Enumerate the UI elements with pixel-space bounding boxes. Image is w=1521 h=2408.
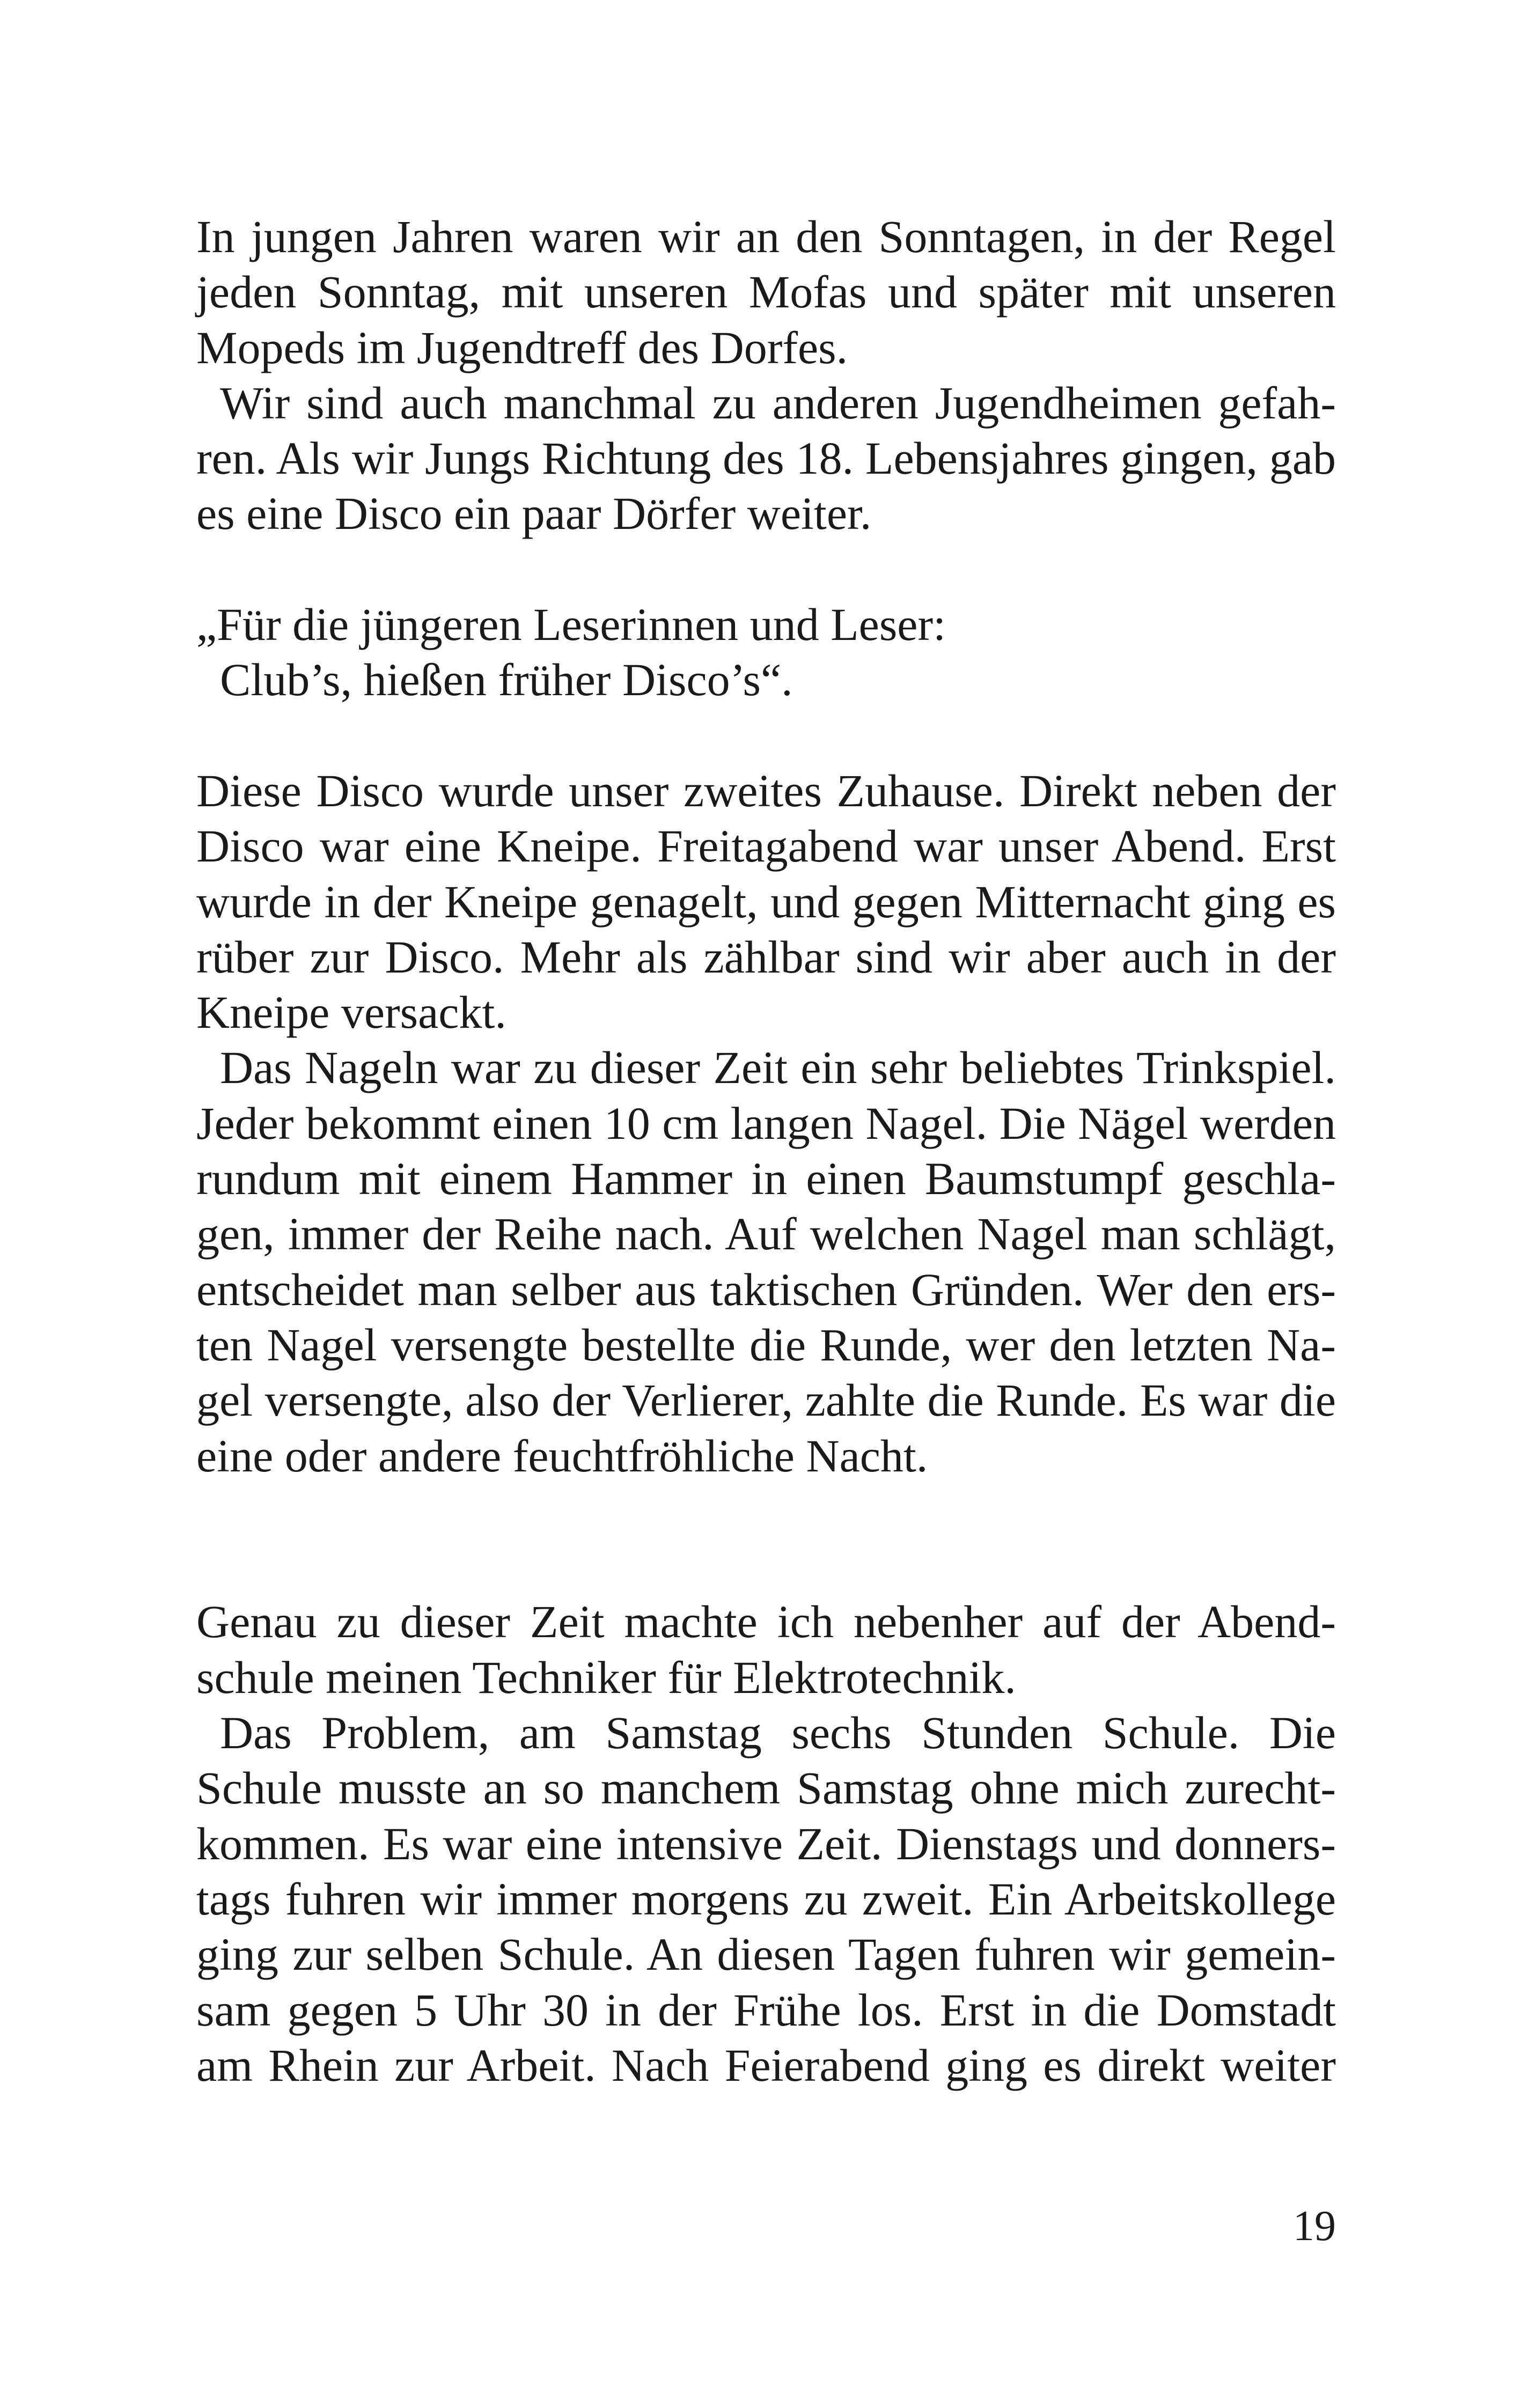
text-line: gen, immer der Reihe nach. Auf welchen Nagel man schlägt, bbox=[196, 1208, 1336, 1260]
text-line: am Rhein zur Arbeit. Nach Feierabend ging es direkt weiter bbox=[196, 2039, 1336, 2091]
text-line: Club’s, hießen früher Disco’s“. bbox=[220, 654, 793, 706]
text-line: gel versengte, also der Verlierer, zahlte die Runde. Es war die bbox=[196, 1374, 1336, 1426]
text-line: tags fuhren wir immer morgens zu zweit. Ein Arbeitskollege bbox=[196, 1873, 1336, 1925]
text-line: Diese Disco wurde unser zweites Zuhause. Direkt neben der bbox=[196, 764, 1336, 816]
text-line: Das Problem, am Samstag sechs Stunden Schule. Die bbox=[220, 1707, 1336, 1759]
text-line: „Für die jüngeren Leserinnen und Leser: bbox=[196, 599, 946, 651]
text-line: es eine Disco ein paar Dörfer weiter. bbox=[196, 488, 872, 540]
text-line: sam gegen 5 Uhr 30 in der Frühe los. Erst in die Domstadt bbox=[196, 1984, 1336, 2036]
text-line: wurde in der Kneipe genagelt, und gegen Mitternacht ging es bbox=[196, 875, 1336, 927]
text-line: eine oder andere feuchtfröhliche Nacht. bbox=[196, 1430, 928, 1482]
text-line: Genau zu dieser Zeit machte ich nebenher auf der Abend- bbox=[196, 1596, 1336, 1648]
text-line: Das Nageln war zu dieser Zeit ein sehr beliebtes Trinkspiel. bbox=[220, 1042, 1336, 1094]
text-line: ten Nagel versengte bestellte die Runde, wer den letzten Na- bbox=[196, 1319, 1336, 1371]
blank-line bbox=[196, 542, 1336, 597]
text-line: ging zur selben Schule. An diesen Tagen fuhren wir gemein- bbox=[196, 1928, 1336, 1980]
text-line: kommen. Es war eine intensive Zeit. Dienstags und donners- bbox=[196, 1817, 1336, 1869]
text-line: Mopeds im Jugendtreff des Dorfes. bbox=[196, 321, 848, 373]
text-line: In jungen Jahren waren wir an den Sonntagen, in der Regel bbox=[196, 211, 1336, 262]
page-number: 19 bbox=[1293, 2203, 1336, 2250]
text-line: rundum mit einem Hammer in einen Baumstumpf geschla- bbox=[196, 1153, 1336, 1205]
text-line: ren. Als wir Jungs Richtung des 18. Lebensjahres gingen, gab bbox=[196, 432, 1336, 484]
blank-line bbox=[196, 1539, 1336, 1594]
text-line: rüber zur Disco. Mehr als zählbar sind wir aber auch in der bbox=[196, 931, 1336, 983]
text-line: schule meinen Techniker für Elektrotechnik. bbox=[196, 1651, 1016, 1703]
text-line: Schule musste an so manchem Samstag ohne mich zurecht- bbox=[196, 1762, 1336, 1814]
text-line: Wir sind auch manchmal zu anderen Jugendheimen gefah- bbox=[220, 377, 1336, 429]
text-line: Disco war eine Kneipe. Freitagabend war unser Abend. Erst bbox=[196, 820, 1336, 872]
body-text bbox=[196, 209, 1336, 2093]
text-line: jeden Sonntag, mit unseren Mofas und später mit unseren bbox=[196, 266, 1336, 318]
text-line: entscheidet man selber aus taktischen Gründen. Wer den ers- bbox=[196, 1263, 1336, 1315]
text-line: Kneipe versackt. bbox=[196, 986, 506, 1039]
blank-line bbox=[196, 1484, 1336, 1539]
blank-line bbox=[196, 708, 1336, 763]
text-line: Jeder bekommt einen 10 cm langen Nagel. Die Nägel werden bbox=[196, 1097, 1336, 1149]
